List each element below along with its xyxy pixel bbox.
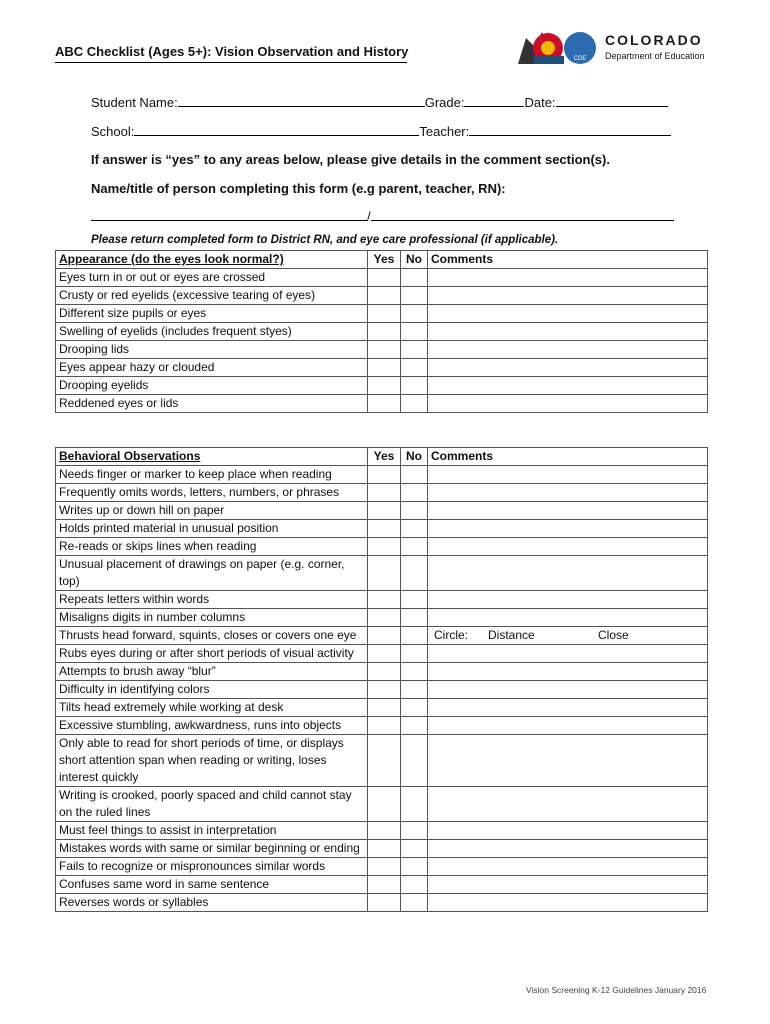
yes-checkbox-cell[interactable] (368, 538, 401, 556)
behavioral-row (56, 735, 708, 787)
comments-cell[interactable] (428, 323, 708, 341)
behavioral-item-label: Must feel things to assist in interpretation (56, 822, 368, 840)
behavioral-item-label: Difficulty in identifying colors (56, 681, 368, 699)
comments-cell[interactable] (428, 591, 708, 609)
no-checkbox-cell[interactable] (401, 538, 428, 556)
behavioral-row (56, 840, 708, 858)
no-checkbox-cell[interactable] (401, 681, 428, 699)
appearance-item-label: Eyes appear hazy or clouded (56, 359, 368, 377)
no-checkbox-cell[interactable] (401, 822, 428, 840)
behavioral-row (56, 681, 708, 699)
yes-checkbox-cell[interactable] (368, 681, 401, 699)
comments-cell[interactable] (428, 787, 708, 822)
behavioral-item-label: Repeats letters within words (56, 591, 368, 609)
no-checkbox-cell[interactable] (401, 663, 428, 681)
yes-checkbox-cell[interactable] (368, 699, 401, 717)
no-checkbox-cell[interactable] (401, 502, 428, 520)
behavioral-item-label: Holds printed material in unusual position (56, 520, 368, 538)
behavioral-row (56, 717, 708, 735)
behavioral-item-label: Rubs eyes during or after short periods of visual activity (56, 645, 368, 663)
no-checkbox-cell[interactable] (401, 556, 428, 591)
behavioral-row (56, 858, 708, 876)
yes-checkbox-cell[interactable] (368, 323, 401, 341)
no-checkbox-cell[interactable] (401, 323, 428, 341)
grade-field[interactable] (464, 94, 524, 107)
appearance-item-label: Crusty or red eyelids (excessive tearing of eyes) (56, 287, 368, 305)
comments-cell[interactable] (428, 681, 708, 699)
behavioral-item-label: Needs finger or marker to keep place when reading (56, 466, 368, 484)
no-checkbox-cell[interactable] (401, 787, 428, 822)
school-label: School: (91, 124, 135, 139)
behavioral-item-label: Attempts to brush away “blur” (56, 663, 368, 681)
comments-cell[interactable] (428, 822, 708, 840)
behavioral-item-label: Frequently omits words, letters, numbers, or phrases (56, 484, 368, 502)
behavioral-item-label: Fails to recognize or mispronounces similar words (56, 858, 368, 876)
circle-option-close[interactable]: Close (598, 628, 629, 642)
yes-checkbox-cell[interactable] (368, 287, 401, 305)
circle-label: Circle: (434, 628, 469, 642)
comments-cell[interactable] (428, 466, 708, 484)
yes-checkbox-cell[interactable] (368, 627, 401, 645)
no-checkbox-cell[interactable] (401, 894, 428, 912)
no-checkbox-cell[interactable] (401, 520, 428, 538)
behavioral-item-label: Re-reads or skips lines when reading (56, 538, 368, 556)
no-checkbox-cell[interactable] (401, 591, 428, 609)
circle-option-distance[interactable]: Distance (488, 628, 535, 642)
no-checkbox-cell[interactable] (401, 627, 428, 645)
yes-checkbox-cell[interactable] (368, 341, 401, 359)
title-underline (55, 62, 407, 63)
teacher-label: Teacher: (419, 124, 470, 139)
no-checkbox-cell[interactable] (401, 609, 428, 627)
yes-checkbox-cell[interactable] (368, 858, 401, 876)
appearance-row (56, 323, 708, 341)
no-checkbox-cell[interactable] (401, 269, 428, 287)
behavioral-item-label: Only able to read for short periods of time, or displays short attention span when reading or writing, loses interest quickly (56, 735, 368, 787)
behavioral-item-label: Confuses same word in same sentence (56, 876, 368, 894)
yes-checkbox-cell[interactable] (368, 502, 401, 520)
behavioral-row (56, 627, 708, 645)
comments-cell[interactable] (428, 305, 708, 323)
behavioral-item-label: Mistakes words with same or similar beginning or ending (56, 840, 368, 858)
person-completing-label: Name/title of person completing this form (e.g parent, teacher, RN): (91, 181, 506, 196)
yes-checkbox-cell[interactable] (368, 822, 401, 840)
yes-column-header: Yes (368, 448, 401, 466)
no-checkbox-cell[interactable] (401, 645, 428, 663)
appearance-item-label: Drooping lids (56, 341, 368, 359)
yes-checkbox-cell[interactable] (368, 377, 401, 395)
behavioral-row (56, 520, 708, 538)
comments-cell[interactable] (428, 520, 708, 538)
yes-checkbox-cell[interactable] (368, 484, 401, 502)
comments-cell[interactable] (428, 645, 708, 663)
no-checkbox-cell[interactable] (401, 858, 428, 876)
no-checkbox-cell[interactable] (401, 484, 428, 502)
comments-cell[interactable] (428, 377, 708, 395)
date-label: Date: (524, 95, 556, 110)
behavioral-table (55, 447, 708, 912)
comments-cell[interactable] (428, 395, 708, 413)
appearance-table (55, 250, 708, 413)
appearance-row (56, 287, 708, 305)
comments-cell[interactable] (428, 717, 708, 735)
comments-cell[interactable] (428, 556, 708, 591)
behavioral-item-label: Writes up or down hill on paper (56, 502, 368, 520)
comments-cell[interactable] (428, 699, 708, 717)
comments-cell[interactable] (428, 287, 708, 305)
no-checkbox-cell[interactable] (401, 305, 428, 323)
yes-checkbox-cell[interactable] (368, 591, 401, 609)
person-title-field[interactable] (371, 208, 674, 221)
yes-checkbox-cell[interactable] (368, 556, 401, 591)
no-column-header: No (401, 251, 428, 269)
comments-cell[interactable] (428, 894, 708, 912)
school-info-row (91, 123, 671, 139)
behavioral-row (56, 787, 708, 822)
behavioral-row (56, 894, 708, 912)
behavioral-row (56, 663, 708, 681)
behavioral-item-label: Thrusts head forward, squints, closes or covers one eye (56, 627, 368, 645)
comments-cell[interactable] (428, 359, 708, 377)
comments-cell[interactable] (428, 627, 708, 645)
person-completing-row (91, 208, 674, 224)
logo-name: COLORADO (605, 32, 703, 48)
yes-checkbox-cell[interactable] (368, 663, 401, 681)
comments-column-header: Comments (428, 448, 708, 466)
behavioral-row (56, 876, 708, 894)
comments-cell[interactable] (428, 858, 708, 876)
yes-checkbox-cell[interactable] (368, 717, 401, 735)
yes-checkbox-cell[interactable] (368, 645, 401, 663)
date-field[interactable] (556, 94, 668, 107)
comments-cell[interactable] (428, 735, 708, 787)
comments-cell[interactable] (428, 538, 708, 556)
comments-cell[interactable] (428, 663, 708, 681)
behavioral-item-label: Misaligns digits in number columns (56, 609, 368, 627)
no-checkbox-cell[interactable] (401, 840, 428, 858)
circle-distance-close (431, 627, 704, 644)
behavioral-item-label: Writing is crooked, poorly spaced and child cannot stay on the ruled lines (56, 787, 368, 822)
no-column-header: No (401, 448, 428, 466)
appearance-item-label: Different size pupils or eyes (56, 305, 368, 323)
appearance-item-label: Swelling of eyelids (includes frequent styes) (56, 323, 368, 341)
page-title: ABC Checklist (Ages 5+): Vision Observation and History (55, 44, 409, 59)
behavioral-row (56, 609, 708, 627)
comments-column-header: Comments (428, 251, 708, 269)
yes-column-header: Yes (368, 251, 401, 269)
grade-label: Grade: (424, 95, 465, 110)
no-checkbox-cell[interactable] (401, 377, 428, 395)
student-name-field[interactable] (178, 94, 425, 107)
return-note: Please return completed form to District RN, and eye care professional (if applicable). (91, 234, 559, 246)
no-checkbox-cell[interactable] (401, 876, 428, 894)
no-checkbox-cell[interactable] (401, 395, 428, 413)
yes-checkbox-cell[interactable] (368, 305, 401, 323)
yes-checkbox-cell[interactable] (368, 520, 401, 538)
appearance-item-label: Eyes turn in or out or eyes are crossed (56, 269, 368, 287)
behavioral-item-label: Unusual placement of drawings on paper (e.g. corner, top) (56, 556, 368, 591)
no-checkbox-cell[interactable] (401, 341, 428, 359)
yes-checkbox-cell[interactable] (368, 269, 401, 287)
yes-checkbox-cell[interactable] (368, 395, 401, 413)
comments-cell[interactable] (428, 484, 708, 502)
behavioral-item-label: Tilts head extremely while working at desk (56, 699, 368, 717)
no-checkbox-cell[interactable] (401, 466, 428, 484)
no-checkbox-cell[interactable] (401, 699, 428, 717)
behavioral-row (56, 484, 708, 502)
no-checkbox-cell[interactable] (401, 359, 428, 377)
comments-cell[interactable] (428, 609, 708, 627)
yes-checkbox-cell[interactable] (368, 466, 401, 484)
appearance-heading: Appearance (do the eyes look normal?) (56, 251, 368, 269)
student-name-label: Student Name: (91, 95, 178, 110)
no-checkbox-cell[interactable] (401, 735, 428, 787)
comments-cell[interactable] (428, 269, 708, 287)
behavioral-row (56, 466, 708, 484)
appearance-row (56, 269, 708, 287)
page-footer: Vision Screening K-12 Guidelines January 2016 (526, 985, 707, 995)
yes-checkbox-cell[interactable] (368, 609, 401, 627)
school-field[interactable] (134, 123, 419, 136)
behavioral-heading: Behavioral Observations (56, 448, 368, 466)
behavioral-row (56, 556, 708, 591)
behavioral-item-label: Excessive stumbling, awkwardness, runs into objects (56, 717, 368, 735)
comments-cell[interactable] (428, 876, 708, 894)
yes-instruction: If answer is “yes” to any areas below, please give details in the comment section(s). (91, 152, 610, 167)
teacher-field[interactable] (469, 123, 671, 136)
student-info-row (91, 94, 668, 110)
appearance-item-label: Reddened eyes or lids (56, 395, 368, 413)
appearance-item-label: Drooping eyelids (56, 377, 368, 395)
behavioral-row (56, 591, 708, 609)
comments-cell[interactable] (428, 341, 708, 359)
appearance-row (56, 305, 708, 323)
behavioral-row (56, 699, 708, 717)
yes-checkbox-cell[interactable] (368, 735, 401, 787)
logo-subtitle: Department of Education (605, 51, 705, 61)
colorado-flag-icon (516, 28, 602, 68)
person-name-field[interactable] (91, 208, 367, 221)
comments-cell[interactable] (428, 840, 708, 858)
appearance-row (56, 395, 708, 413)
behavioral-item-label: Reverses words or syllables (56, 894, 368, 912)
yes-checkbox-cell[interactable] (368, 359, 401, 377)
name-title-separator: / (367, 209, 371, 224)
yes-checkbox-cell[interactable] (368, 840, 401, 858)
comments-cell[interactable] (428, 502, 708, 520)
behavioral-row (56, 502, 708, 520)
behavioral-row (56, 538, 708, 556)
appearance-row (56, 377, 708, 395)
no-checkbox-cell[interactable] (401, 717, 428, 735)
behavioral-row (56, 822, 708, 840)
no-checkbox-cell[interactable] (401, 287, 428, 305)
yes-checkbox-cell[interactable] (368, 876, 401, 894)
yes-checkbox-cell[interactable] (368, 894, 401, 912)
cde-badge-text: CDE (573, 56, 587, 62)
colorado-cde-logo (516, 28, 721, 68)
appearance-row (56, 341, 708, 359)
behavioral-row (56, 645, 708, 663)
appearance-row (56, 359, 708, 377)
yes-checkbox-cell[interactable] (368, 787, 401, 822)
